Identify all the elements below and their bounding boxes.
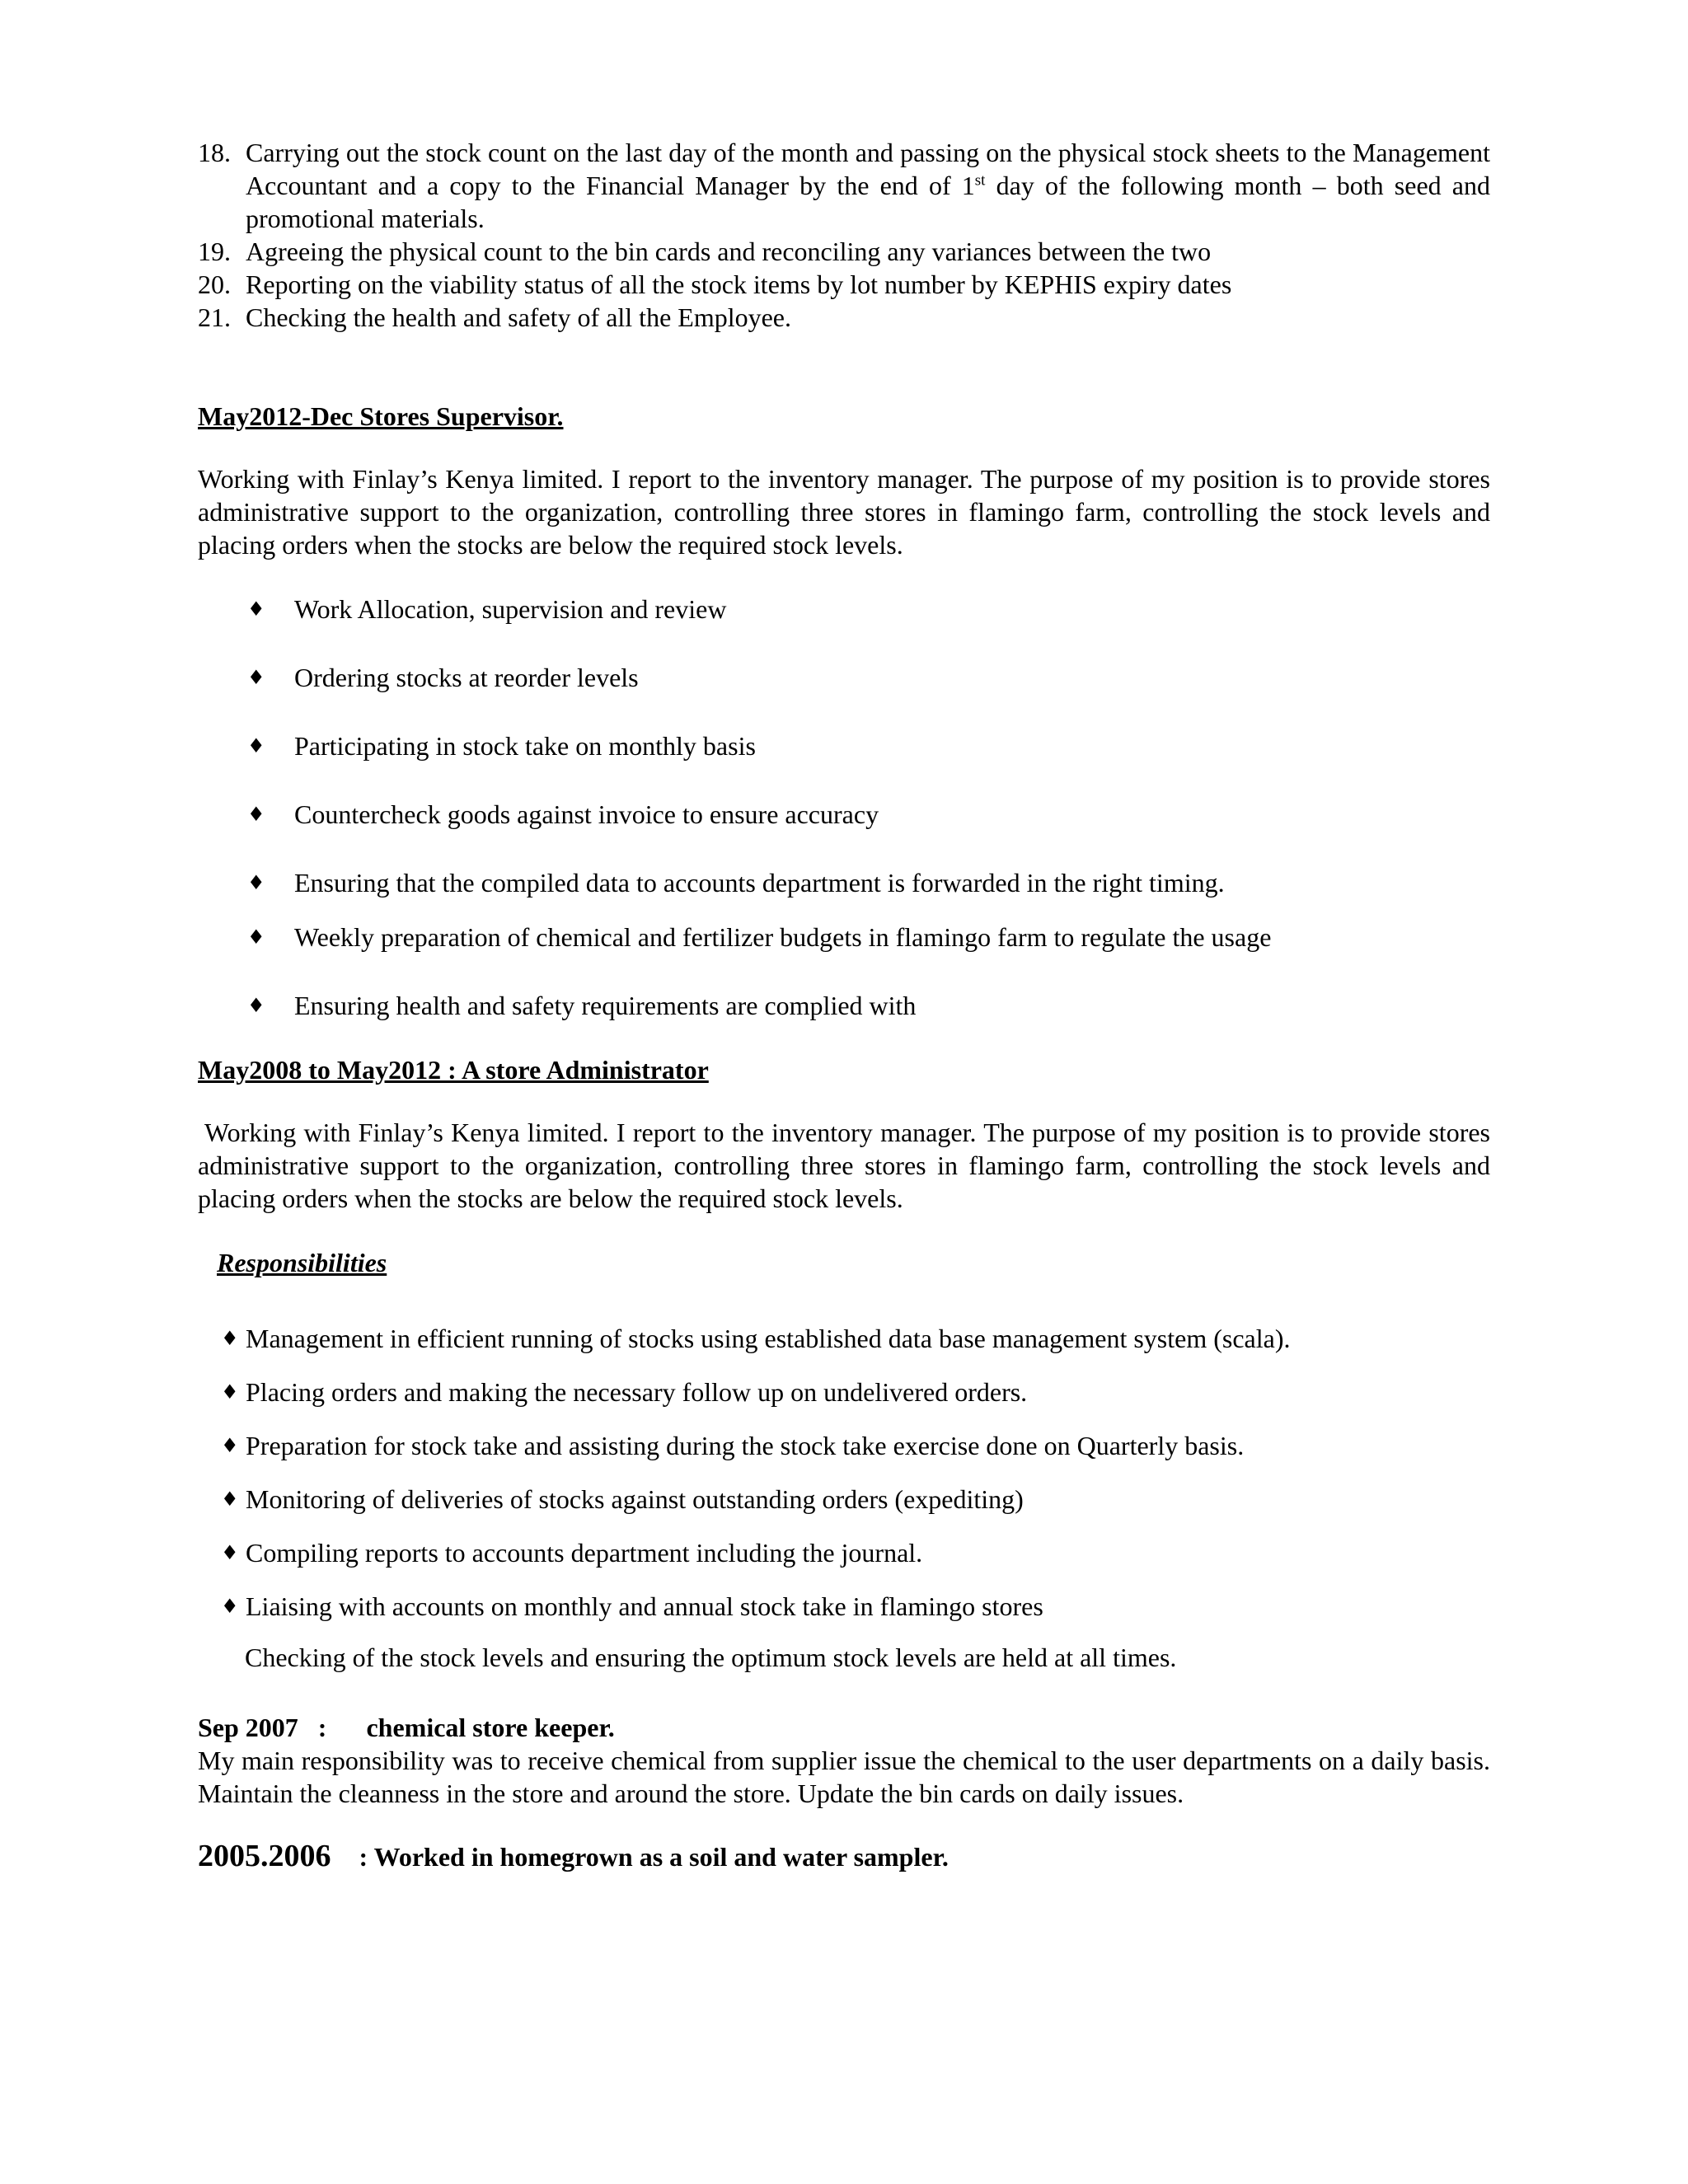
- diamond-bullet-icon: ♦: [221, 1380, 239, 1404]
- job2-bullet-list: [198, 1322, 1490, 1623]
- diamond-bullet-icon: ♦: [247, 666, 265, 689]
- bullet-text: Weekly preparation of chemical and fertilizer budgets in flamingo farm to regulate the usage: [294, 922, 1272, 952]
- list-item: [198, 1429, 1490, 1462]
- list-text: Reporting on the viability status of all the stock items by lot number by KEPHIS expiry dates: [246, 269, 1232, 299]
- list-item: [198, 866, 1490, 899]
- list-item: [198, 136, 1490, 235]
- list-text: Checking the health and safety of all the Employee.: [246, 302, 791, 332]
- trailing-line: Checking of the stock levels and ensuring the optimum stock levels are held at all times.: [245, 1643, 1177, 1672]
- diamond-bullet-icon: ♦: [221, 1595, 239, 1618]
- bullet-text: Work Allocation, supervision and review: [294, 594, 727, 624]
- job-description: Working with Finlay’s Kenya limited. I report to the inventory manager. The purpose of my position is to provide stores administrative support to the organization, controlling three stores in flamingo farm, controlling the stock levels and placing orders when the stocks are below the required stock levels.: [198, 464, 1490, 560]
- list-item: [198, 301, 1490, 334]
- job-separator: :: [317, 1713, 327, 1742]
- bullet-text: Management in efficient running of stocks using established data base management system (scala).: [246, 1324, 1291, 1353]
- list-item: [198, 989, 1490, 1022]
- bullet-text: Preparation for stock take and assisting during the stock take exercise done on Quarterly basis.: [246, 1431, 1245, 1460]
- list-number: 18.: [198, 138, 231, 167]
- job-description: Working with Finlay’s Kenya limited. I report to the inventory manager. The purpose of my position is to provide stores administrative support to the organization, controlling three stores in flamingo farm, controlling the stock levels and placing orders when the stocks are below the required stock levels.: [198, 1118, 1490, 1213]
- list-text-continued: day of the following month – both seed and promotional materials.: [246, 171, 1491, 233]
- job-date: Sep 2007: [198, 1713, 298, 1742]
- list-item: [198, 1536, 1490, 1569]
- job-heading-soil-water-sampler: [198, 1840, 1490, 1873]
- bullet-text: Liaising with accounts on monthly and annual stock take in flamingo stores: [246, 1591, 1043, 1621]
- list-item: [198, 1590, 1490, 1623]
- responsibilities-heading: Responsibilities: [217, 1248, 387, 1277]
- diamond-bullet-icon: ♦: [247, 734, 265, 757]
- list-item: [198, 1376, 1490, 1408]
- list-number: 19.: [198, 237, 231, 266]
- bullet-text: Ordering stocks at reorder levels: [294, 663, 639, 692]
- job-heading-chemical-store-keeper: [198, 1711, 1490, 1744]
- list-item: [198, 235, 1490, 268]
- list-text: Carrying out the stock count on the last day of the month and passing on the physical stock sheets to the Management Accountant and a copy to the Financial Manager by the end of 1: [246, 138, 1490, 200]
- bullet-text: Monitoring of deliveries of stocks against outstanding orders (expediting): [246, 1484, 1024, 1514]
- diamond-bullet-icon: ♦: [247, 598, 265, 621]
- diamond-bullet-icon: ♦: [221, 1434, 239, 1457]
- job1-bullet-list: [198, 593, 1490, 1022]
- diamond-bullet-icon: ♦: [247, 803, 265, 826]
- list-item: [198, 1322, 1490, 1355]
- diamond-bullet-icon: ♦: [247, 926, 265, 949]
- job-title: chemical store keeper.: [366, 1713, 615, 1742]
- list-number: 21.: [198, 302, 231, 332]
- list-item: [198, 661, 1490, 694]
- list-item: [198, 729, 1490, 762]
- diamond-bullet-icon: ♦: [247, 871, 265, 894]
- diamond-bullet-icon: ♦: [247, 994, 265, 1017]
- list-item: [198, 798, 1490, 831]
- bullet-text: Placing orders and making the necessary follow up on undelivered orders.: [246, 1377, 1028, 1407]
- list-item: [198, 921, 1490, 954]
- list-item: [198, 1483, 1490, 1516]
- bullet-text: Ensuring health and safety requirements are complied with: [294, 991, 917, 1020]
- bullet-text: Ensuring that the compiled data to accounts department is forwarded in the right timing.: [294, 868, 1225, 898]
- list-text: Agreeing the physical count to the bin cards and reconciling any variances between the two: [246, 237, 1212, 266]
- duties-numbered-list: [198, 136, 1490, 334]
- bullet-text: Compiling reports to accounts department including the journal.: [246, 1538, 923, 1568]
- diamond-bullet-icon: ♦: [221, 1541, 239, 1564]
- bullet-text: Countercheck goods against invoice to ensure accuracy: [294, 799, 879, 829]
- diamond-bullet-icon: ♦: [221, 1488, 239, 1511]
- diamond-bullet-icon: ♦: [221, 1327, 239, 1350]
- bullet-text: Participating in stock take on monthly basis: [294, 731, 756, 761]
- job-heading-stores-supervisor: May2012-Dec Stores Supervisor.: [198, 401, 564, 431]
- job-title: : Worked in homegrown as a soil and water sampler.: [359, 1842, 949, 1872]
- job-heading-store-administrator: May2008 to May2012 : A store Administrator: [198, 1055, 709, 1085]
- list-item: [198, 593, 1490, 626]
- job-description: My main responsibility was to receive chemical from supplier issue the chemical to the user departments on a daily basis. Maintain the cleanness in the store and around the store. Update the bin cards on daily issues.: [198, 1746, 1490, 1808]
- list-number: 20.: [198, 269, 231, 299]
- superscript: st: [974, 171, 986, 190]
- job-year: 2005.2006: [198, 1839, 331, 1873]
- list-item: [198, 268, 1490, 301]
